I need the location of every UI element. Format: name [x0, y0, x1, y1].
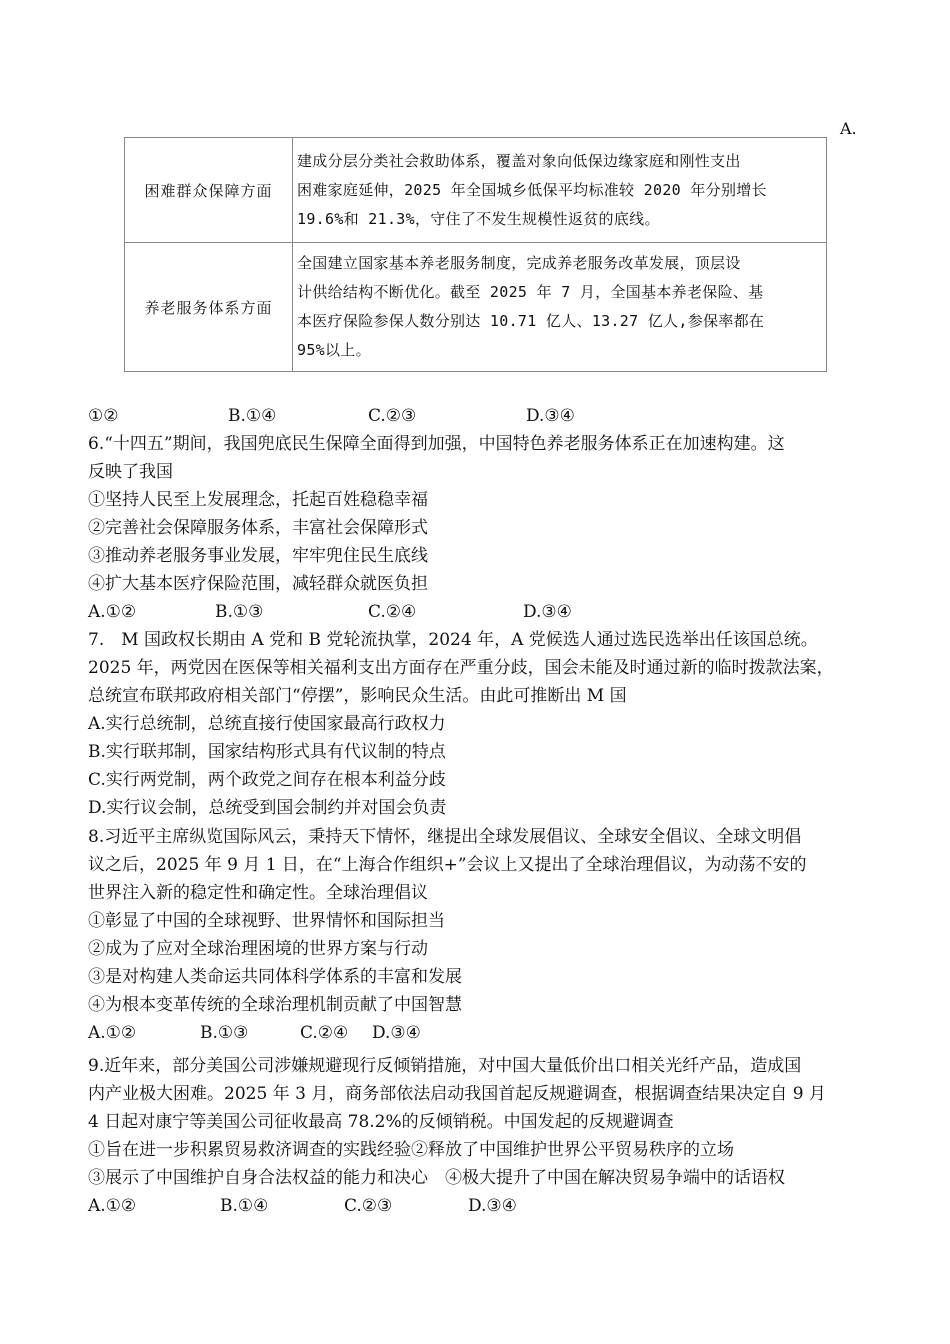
option: B.①④ [228, 406, 277, 426]
desc-line: 困难家庭延伸，2025 年全国城乡低保平均标准较 2020 年分别增长 [297, 180, 767, 199]
option: B.①③ [200, 1023, 249, 1043]
statement-item: ①彰显了中国的全球视野、世界情怀和国际担当 [88, 911, 445, 931]
question-stem: 反映了我国 [88, 462, 173, 482]
statement-item: ②完善社会保障服务体系，丰富社会保障形式 [88, 518, 428, 538]
option: A.实行总统制，总统直接行使国家最高行政权力 [88, 714, 446, 734]
option: D.实行议会制，总统受到国会制约并对国会负责 [88, 798, 447, 818]
option: C.②④ [300, 1023, 349, 1043]
option: C.实行两党制，两个政党之间存在根本利益分歧 [88, 770, 446, 790]
option: D.③④ [468, 1196, 517, 1216]
statement-item: ①坚持人民至上发展理念，托起百姓稳稳幸福 [88, 490, 428, 510]
row-category: 养老服务体系方面 [125, 243, 293, 372]
question-stem: 4 日起对康宁等美国公司征收最高 78.2%的反倾销税。中国发起的反规避调查 [88, 1112, 674, 1132]
desc-line: 建成分层分类社会救助体系，覆盖对象向低保边缘家庭和刚性支出 [297, 151, 741, 170]
question-stem: 议之后，2025 年 9 月 1 日，在“上海合作组织+”会议上又提出了全球治理倡议，为动荡不安的 [88, 855, 807, 875]
desc-line: 本医疗保险参保人数分别达 10.71 亿人、13.27 亿人,参保率都在 [297, 312, 765, 330]
option: B.实行联邦制，国家结构形式具有代议制的特点 [88, 742, 446, 762]
option: B.①④ [220, 1196, 269, 1216]
statement-item: ③推动养老服务事业发展，牢牢兜住民生底线 [88, 546, 428, 566]
statement-item: ③是对构建人类命运共同体科学体系的丰富和发展 [88, 967, 462, 987]
question-9 [88, 1052, 878, 1220]
question-8 [88, 823, 878, 1047]
statement-item: ①旨在进一步积累贸易救济调查的实践经验②释放了中国维护世界公平贸易秩序的立场 [88, 1140, 734, 1160]
question-7 [88, 626, 878, 822]
question-stem: 7. M 国政权长期由 A 党和 B 党轮流执掌，2024 年，A 党候选人通过选民选举出任该国总统。 [88, 630, 818, 650]
option: A.①② [88, 1196, 137, 1216]
corner-option-label: A. [840, 119, 857, 138]
desc-line: 19.6%和 21.3%，守住了不发生规模性返贫的底线。 [297, 209, 660, 228]
option: A.①② [88, 1023, 137, 1043]
statement-item: ④为根本变革传统的全球治理机制贡献了中国智慧 [88, 995, 462, 1015]
option: ①② [88, 406, 119, 426]
row-description [293, 138, 827, 243]
question-5-options [88, 402, 878, 430]
data-table [124, 137, 827, 372]
option: D.③④ [526, 406, 575, 426]
option: B.①③ [215, 602, 264, 622]
statement-item: ③展示了中国维护自身合法权益的能力和决心 ④极大提升了中国在解决贸易争端中的话语权 [88, 1168, 785, 1188]
statement-item: ②成为了应对全球治理困境的世界方案与行动 [88, 939, 428, 959]
row-category: 困难群众保障方面 [125, 138, 293, 243]
table-row [125, 138, 827, 243]
statement-item: ④扩大基本医疗保险范围，减轻群众就医负担 [88, 574, 428, 594]
option: D.③④ [372, 1023, 421, 1043]
question-stem: 8.习近平主席纵览国际风云，秉持天下情怀，继提出全球发展倡议、全球安全倡议、全球文明倡 [88, 827, 802, 847]
desc-line: 计供给结构不断优化。截至 2025 年 7 月，全国基本养老保险、基 [297, 283, 764, 301]
table-row [125, 243, 827, 372]
question-stem: 总统宣布联邦政府相关部门“停摆”，影响民众生活。由此可推断出 M 国 [88, 686, 627, 706]
option: C.②③ [344, 1196, 393, 1216]
option: C.②④ [368, 602, 417, 622]
question-6 [88, 430, 878, 626]
question-stem: 世界注入新的稳定性和确定性。全球治理倡议 [88, 883, 428, 903]
desc-line: 95%以上。 [297, 341, 371, 359]
row-description [293, 243, 827, 372]
question-stem: 9.近年来，部分美国公司涉嫌规避现行反倾销措施，对中国大量低价出口相关光纤产品，造成国 [88, 1056, 802, 1076]
option: D.③④ [523, 602, 572, 622]
desc-line: 全国建立国家基本养老服务制度，完成养老服务改革发展，顶层设 [297, 254, 741, 272]
option: A.①② [88, 602, 137, 622]
question-stem: 内产业极大困难。2025 年 3 月，商务部依法启动我国首起反规避调查，根据调查结果决定自 9 月 [88, 1084, 826, 1104]
option: C.②③ [368, 406, 417, 426]
question-stem: 6.“十四五”期间，我国兜底民生保障全面得到加强，中国特色养老服务体系正在加速构建。这 [88, 434, 785, 454]
question-stem: 2025 年，两党因在医保等相关福利支出方面存在严重分歧，国会未能及时通过新的临时拨款法案， [88, 658, 834, 678]
